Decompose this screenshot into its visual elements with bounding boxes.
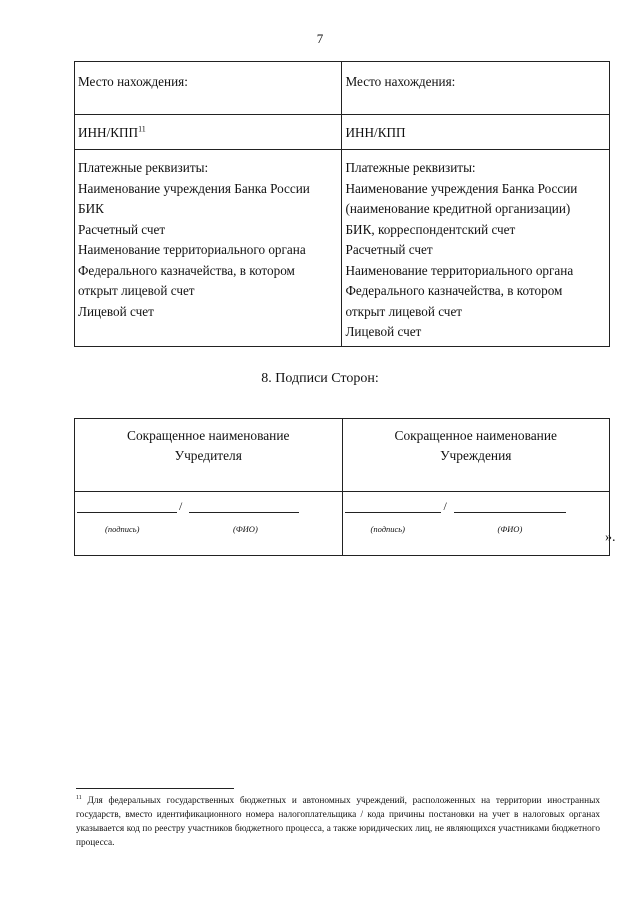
payment-line: Наименование учреждения Банка России bbox=[78, 180, 310, 196]
payment-line: (наименование кредитной организации) bbox=[345, 201, 571, 216]
founder-name-line2: Учредителя bbox=[174, 448, 242, 463]
institution-signature-line bbox=[345, 512, 441, 513]
founder-signature-line bbox=[77, 512, 177, 513]
right-inn-kpp-label: ИНН/КПП bbox=[345, 125, 406, 140]
footnote bbox=[76, 794, 600, 850]
left-inn-cell bbox=[75, 115, 342, 150]
right-payment-cell bbox=[342, 150, 610, 347]
payment-line: БИК, корреспондентский счет bbox=[345, 221, 516, 237]
founder-slash: / bbox=[179, 499, 183, 513]
institution-name-line2: Учреждения bbox=[440, 448, 512, 463]
payment-line: Расчетный счет bbox=[78, 221, 166, 237]
right-inn-cell bbox=[342, 115, 610, 150]
institution-name-caption: (ФИО) bbox=[497, 524, 523, 534]
payment-line: Платежные реквизиты: bbox=[345, 160, 476, 175]
institution-name-line bbox=[454, 512, 566, 513]
left-payment-cell bbox=[75, 150, 342, 347]
payment-line: Лицевой счет bbox=[345, 324, 422, 339]
institution-name-line1: Сокращенное наименование bbox=[394, 428, 557, 443]
founder-signature-caption: (подпись) bbox=[105, 524, 140, 534]
payment-line: Лицевой счет bbox=[78, 303, 154, 319]
left-location-cell bbox=[75, 62, 342, 115]
payment-line: открыт лицевой счет bbox=[78, 283, 195, 298]
footnote-text: Для федеральных государственных бюджетных и автономных учреждений, расположенных на территории иностранных государств, вместо идентификационного номера налогоплательщика / кода причины постановки на учет в налоговых органах указывается код по реестру участников бюджетного процесса, а также юридических лиц, не являющихся участниками бюджетного процесса. bbox=[76, 796, 600, 848]
signatures-table bbox=[74, 418, 610, 556]
party-names-row bbox=[75, 419, 610, 492]
requisites-table bbox=[74, 61, 610, 347]
left-inn-kpp-label: ИНН/КПП bbox=[78, 125, 139, 140]
signature-row bbox=[75, 492, 610, 556]
right-location-cell bbox=[342, 62, 610, 115]
payment-details-row bbox=[75, 150, 610, 347]
founder-name-line bbox=[189, 512, 299, 513]
inn-kpp-row bbox=[75, 115, 610, 150]
founder-name-caption: (ФИО) bbox=[233, 524, 258, 534]
footnote-number: 11 bbox=[76, 794, 82, 801]
founder-name-cell bbox=[75, 419, 343, 492]
left-location-label: Место нахождения: bbox=[78, 74, 188, 89]
payment-line: Наименование территориального органа bbox=[78, 242, 306, 257]
payment-line: Расчетный счет bbox=[345, 242, 433, 257]
payment-line: Наименование территориального органа bbox=[345, 262, 574, 278]
footnote-divider bbox=[76, 788, 234, 789]
payment-line: Платежные реквизиты: bbox=[78, 160, 209, 175]
institution-signature-cell bbox=[342, 492, 610, 556]
founder-name-line1: Сокращенное наименование bbox=[127, 428, 290, 443]
payment-line: БИК bbox=[78, 201, 104, 216]
founder-signature-cell bbox=[75, 492, 343, 556]
page-number: 7 bbox=[316, 31, 324, 46]
closing-quote: ». bbox=[605, 530, 616, 545]
payment-line: Федерального казначейства, в котором bbox=[345, 283, 563, 298]
location-row bbox=[75, 62, 610, 115]
section-title: 8. Подписи Сторон: bbox=[261, 371, 379, 386]
institution-signature-caption: (подпись) bbox=[370, 524, 405, 534]
payment-line: открыт лицевой счет bbox=[345, 303, 463, 319]
right-location-label: Место нахождения: bbox=[345, 74, 456, 89]
institution-slash: / bbox=[443, 499, 447, 513]
payment-line: Наименование учреждения Банка России bbox=[345, 180, 578, 196]
payment-line: Федерального казначейства, в котором bbox=[78, 262, 295, 278]
institution-name-cell bbox=[342, 419, 610, 492]
footnote-reference: 11 bbox=[138, 124, 146, 134]
